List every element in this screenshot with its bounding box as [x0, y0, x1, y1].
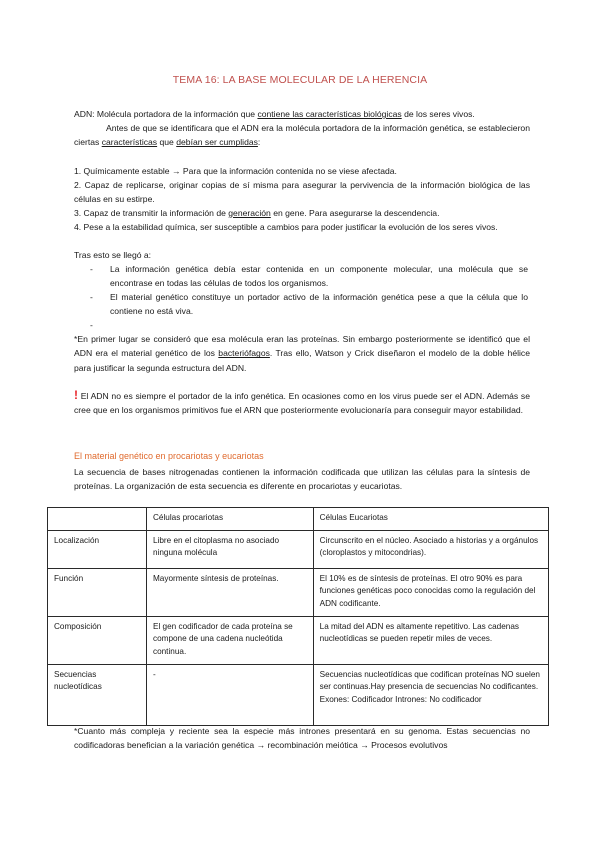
section-title: El material genético en procariotas y eucariotas — [74, 451, 264, 461]
list-item-1: 1. Químicamente estable → Para que la información contenida no se viese afectada. — [74, 166, 397, 176]
note-proteins: *En primer lugar se consideró que esa molécula eran las proteínas. Sin embargo posteriormente se identificó que el ADN era el material genético de los bacteriófagos. Tras ello, Watson y Crick diseñaron el modelo de la doble hélice para justificar la segunda estructura del ADN. — [74, 334, 530, 373]
bullet-item-2: El material genético constituye un portador activo de la información genética pese a que la célula que lo contiene no está viva. — [110, 292, 528, 317]
warning-paragraph: ! El ADN no es siempre el portador de la info genética. En ocasiones como en los virus puede ser el ADN. Además se cree que en los organismos primitivos fue el ARN que posteriormente evolucionaría para conseguir mayor estabilidad. — [74, 388, 530, 416]
procariotas-cell: Mayormente síntesis de proteínas. — [146, 569, 313, 617]
eucariotas-cell-text: Secuencias nucleotídicas que codifican proteínas NO suelen ser continuas.Hay presencia de secuencias No codificantes. — [319, 670, 540, 692]
section-text: La secuencia de bases nitrogenadas contienen la información codificada que utilizan las células para la síntesis de proteínas. La organización de esta secuencia es diferente en procariotas y eucariotas. — [74, 467, 530, 492]
list-item-2: 2. Capaz de replicarse, originar copias de sí misma para asegurar la pervivencia de la información biológica de las células en su estirpe. — [74, 180, 530, 205]
list-item-4: 4. Pese a la estabilidad química, ser susceptible a cambios para poder justificar la evolución de los seres vivos. — [74, 222, 498, 232]
table-header-row — [48, 508, 549, 531]
table-row — [48, 665, 549, 726]
bullet-mark: - — [90, 320, 93, 330]
row-label: Composición — [48, 617, 147, 665]
table-header-cell: Células procariotas — [146, 508, 313, 531]
row-label: Función — [48, 569, 147, 617]
intro-definition: ADN: Molécula portadora de la información que contiene las características biológicas de los seres vivos. — [74, 109, 475, 119]
eucariotas-cell: La mitad del ADN es altamente repetitivo. Las cadenas nucleotídicas se pueden repetir miles de veces. — [313, 617, 548, 665]
intro-paragraph: Antes de que se identificara que el ADN era la molécula portadora de la información genética, se establecieron ciertas características que debían ser cumplidas: — [74, 123, 530, 148]
eucariotas-cell-exones: Exones: Codificador Intrones: No codificador — [319, 694, 482, 704]
table-row — [48, 531, 549, 569]
procariotas-cell: Libre en el citoplasma no asociado ninguna molécula — [146, 531, 313, 569]
procariotas-cell: El gen codificador de cada proteína se compone de una cadena nucleótida continua. — [146, 617, 313, 665]
bullet-mark: - — [90, 264, 93, 274]
list-item-3: 3. Capaz de transmitir la información de generación en gene. Para asegurarse la descendencia. — [74, 208, 440, 218]
row-label: Localización — [48, 531, 147, 569]
row-label: Secuencias nucleotídicas — [48, 665, 147, 726]
eucariotas-cell — [313, 665, 548, 726]
procariotas-cell: - — [146, 665, 313, 726]
note-intrones: *Cuanto más compleja y reciente sea la especie más intrones presentará en su genoma. Estas secuencias no codificadoras benefician a la variación genética → recombinación meiótica → Procesos evolutivos — [74, 726, 530, 751]
eucariotas-cell: Circunscrito en el núcleo. Asociado a historias y a orgánulos (cloroplastos y mitocondrias). — [313, 531, 548, 569]
warning-icon: ! — [74, 388, 78, 402]
comparison-table — [47, 507, 549, 726]
bullet-mark: - — [90, 292, 93, 302]
tras-heading: Tras esto se llegó a: — [74, 250, 152, 260]
table-header-cell — [48, 508, 147, 531]
bullet-item-1: La información genética debía estar contenida en un componente molecular, una molécula que se encontrase en todas las células de todos los organismos. — [110, 264, 528, 289]
page-title: TEMA 16: LA BASE MOLECULAR DE LA HERENCIA — [172, 74, 428, 86]
table-row — [48, 569, 549, 617]
table-header-cell: Células Eucariotas — [313, 508, 548, 531]
table-row — [48, 617, 549, 665]
eucariotas-cell: El 10% es de síntesis de proteínas. El otro 90% es para funciones genéticas poco conocidas como la regulación del ADN codificante. — [313, 569, 548, 617]
